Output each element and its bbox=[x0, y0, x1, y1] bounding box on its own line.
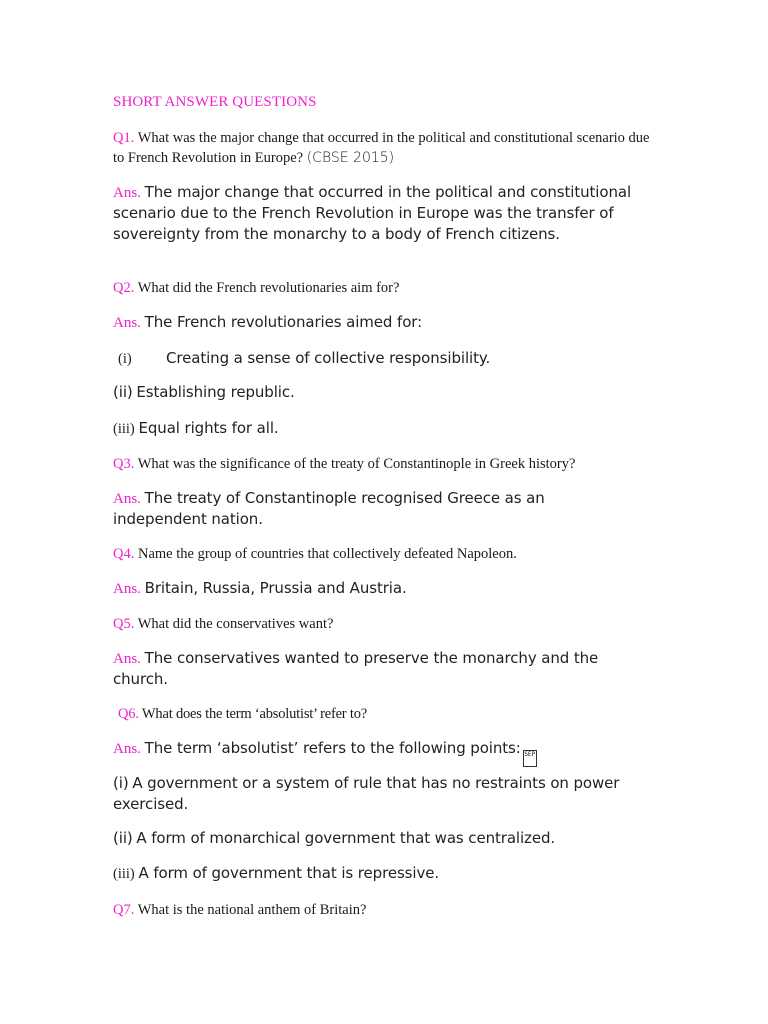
section-heading: SHORT ANSWER QUESTIONS bbox=[113, 94, 317, 110]
answer-3-label: Ans. bbox=[113, 491, 141, 507]
question-3-text: What was the significance of the treaty of Constantinople in Greek history? bbox=[137, 456, 576, 472]
answer-1-label: Ans. bbox=[113, 185, 141, 201]
answer-4-text: Britain, Russia, Prussia and Austria. bbox=[144, 579, 407, 597]
separator-glyph-icon: SEP bbox=[523, 750, 537, 767]
question-5 bbox=[113, 614, 653, 634]
answer-6 bbox=[113, 738, 673, 767]
question-2-label: Q2. bbox=[113, 280, 135, 296]
point-text: Creating a sense of collective responsibility. bbox=[166, 349, 491, 367]
point-text: A government or a system of rule that has no restraints on power exercised. bbox=[113, 774, 620, 813]
question-4-text: Name the group of countries that collectively defeated Napoleon. bbox=[137, 546, 517, 562]
question-4-label: Q4. bbox=[113, 546, 135, 562]
point-number: (iii) bbox=[113, 866, 135, 882]
answer-6-text: The term ‘absolutist’ refers to the following points: bbox=[144, 739, 521, 757]
answer-6-point-2 bbox=[113, 828, 653, 849]
question-7 bbox=[113, 900, 653, 920]
question-2 bbox=[113, 278, 653, 298]
point-number: (iii) bbox=[113, 421, 135, 437]
answer-5-label: Ans. bbox=[113, 651, 141, 667]
question-1 bbox=[113, 128, 658, 168]
answer-5 bbox=[113, 648, 643, 690]
point-text: Establishing republic. bbox=[136, 383, 295, 401]
answer-2-point-1 bbox=[113, 348, 653, 369]
question-7-label: Q7. bbox=[113, 902, 135, 918]
question-3 bbox=[113, 454, 673, 474]
answer-4-label: Ans. bbox=[113, 581, 141, 597]
answer-5-text: The conservatives wanted to preserve the monarchy and the church. bbox=[113, 649, 599, 688]
answer-2-point-2 bbox=[113, 382, 653, 403]
question-6-text: What does the term ‘absolutist’ refer to? bbox=[141, 706, 367, 722]
point-text: A form of government that is repressive. bbox=[138, 864, 440, 882]
question-3-label: Q3. bbox=[113, 456, 135, 472]
answer-1 bbox=[113, 182, 658, 245]
question-1-text: What was the major change that occurred in the political and constitutional scenario due to French Revolution in Europe? bbox=[113, 130, 650, 166]
point-number: (i) bbox=[113, 774, 129, 792]
point-text: Equal rights for all. bbox=[138, 419, 279, 437]
question-1-tag: (CBSE 2015) bbox=[306, 150, 395, 166]
point-number: (i) bbox=[118, 351, 132, 367]
answer-3 bbox=[113, 488, 613, 530]
question-4 bbox=[113, 544, 653, 564]
point-number: (ii) bbox=[113, 829, 133, 847]
question-6-label: Q6. bbox=[118, 706, 139, 722]
question-7-text: What is the national anthem of Britain? bbox=[137, 902, 367, 918]
point-text: A form of monarchical government that was centralized. bbox=[136, 829, 556, 847]
question-2-text: What did the French revolutionaries aim for? bbox=[137, 280, 400, 296]
answer-6-label: Ans. bbox=[113, 741, 141, 757]
answer-2-label: Ans. bbox=[113, 315, 141, 331]
question-6 bbox=[118, 704, 658, 724]
answer-6-point-1 bbox=[113, 773, 658, 815]
question-5-text: What did the conservatives want? bbox=[137, 616, 334, 632]
point-number: (ii) bbox=[113, 383, 133, 401]
answer-2-point-3 bbox=[113, 418, 653, 439]
question-5-label: Q5. bbox=[113, 616, 135, 632]
answer-1-text: The major change that occurred in the political and constitutional scenario due to the French Revolution in Europe was the transfer of sovereignty from the monarchy to a body of French citizens. bbox=[113, 183, 632, 243]
question-1-label: Q1. bbox=[113, 130, 135, 146]
answer-2 bbox=[113, 312, 653, 333]
answer-3-text: The treaty of Constantinople recognised Greece as an independent nation. bbox=[113, 489, 545, 528]
answer-6-point-3 bbox=[113, 863, 653, 884]
answer-2-text: The French revolutionaries aimed for: bbox=[144, 313, 423, 331]
answer-4 bbox=[113, 578, 653, 599]
